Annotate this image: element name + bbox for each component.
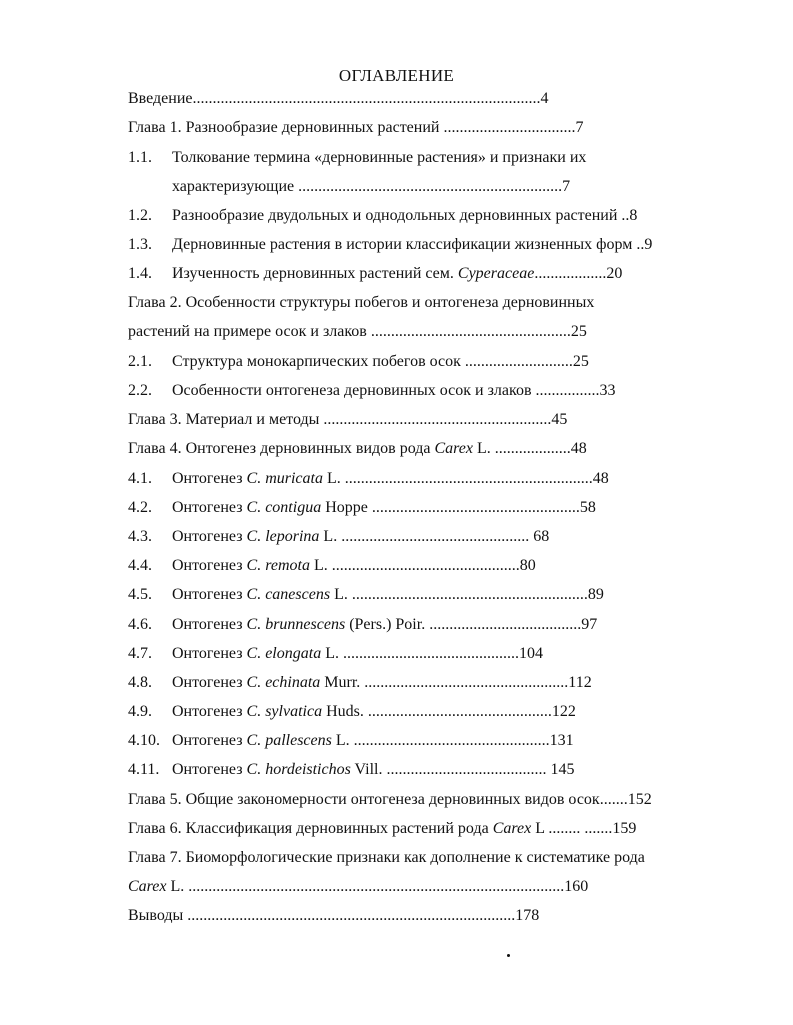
toc-entry-text: Онтогенез C. remota L. ...............................................80: [172, 557, 536, 574]
toc-entry-number: 4.5.: [128, 586, 152, 603]
toc-entry: [128, 906, 539, 926]
toc-entry: [128, 819, 636, 839]
toc-entry-text: Онтогенез C. hordeistichos Vill. ........................................ 145: [172, 761, 575, 778]
toc-entry-number: 4.10.: [128, 732, 160, 749]
toc-entry-text: Онтогенез C. sylvatica Huds. ..............................................122: [172, 703, 576, 720]
toc-entry-number: 2.1.: [128, 353, 152, 370]
toc-entry: [128, 89, 549, 109]
toc-entry-text: характеризующие ..................................................................7: [172, 178, 571, 195]
toc-entry-text: Глава 3. Материал и методы .........................................................45: [128, 411, 568, 428]
toc-entry: [128, 877, 588, 897]
toc-entry-text: Онтогенез C. leporina L. ............................................... 68: [172, 528, 550, 545]
toc-entry-text: Онтогенез C. echinata Murr. ...................................................112: [172, 674, 592, 691]
toc-entry-text: Глава 6. Классификация дерновинных растений рода Carex L ........ .......159: [128, 820, 637, 837]
toc-entry: [128, 790, 652, 810]
toc-entry-text: Дерновинные растения в истории классификации жизненных форм ..9: [172, 236, 653, 253]
toc-entry-number: 4.4.: [128, 557, 152, 574]
stray-dot: [507, 954, 510, 957]
toc-entry-text: Выводы ..................................................................................178: [128, 907, 540, 924]
toc-entry-text: Онтогенез C. contigua Hoppe ....................................................58: [172, 499, 596, 516]
toc-entry-text: Структура монокарпических побегов осок ...........................25: [172, 353, 589, 370]
toc-entry-number: 4.6.: [128, 616, 152, 633]
page-title: ОГЛАВЛЕНИЕ: [338, 66, 455, 85]
toc-entry-text: растений на примере осок и злаков ..................................................25: [128, 323, 587, 340]
toc-entry-text: Онтогенез C. elongata L. ............................................104: [172, 645, 543, 662]
toc-entry: [128, 439, 587, 459]
toc-entry: [128, 293, 594, 313]
toc-entry-text: Изученность дерновинных растений сем. Cyperaceae..................20: [172, 265, 623, 282]
toc-entry-number: 1.4.: [128, 265, 152, 282]
toc-entry-number: 4.8.: [128, 674, 152, 691]
toc-entry-text: Глава 5. Общие закономерности онтогенеза дерновинных видов осок.......152: [128, 791, 652, 808]
toc-entry-text: Глава 4. Онтогенез дерновинных видов рода Carex L. ...................48: [128, 440, 587, 457]
toc-entry-number: 4.3.: [128, 528, 152, 545]
toc-entry-number: 1.3.: [128, 236, 152, 253]
toc-entry: [128, 322, 587, 342]
toc-entry-number: 1.2.: [128, 207, 152, 224]
toc-entry: [128, 118, 583, 138]
toc-entry-text: Онтогенез C. pallescens L. .................................................131: [172, 732, 574, 749]
toc-entry: [128, 848, 645, 868]
toc-entry: [172, 177, 570, 197]
toc-entry-number: 4.11.: [128, 761, 160, 778]
toc-entry-text: Carex L. ..............................................................................................160: [128, 878, 589, 895]
toc-entry-number: 4.9.: [128, 703, 152, 720]
toc-entry-number: 2.2.: [128, 382, 152, 399]
toc-entry-text: Онтогенез C. canescens L. ...........................................................89: [172, 586, 604, 603]
toc-entry: [128, 410, 567, 430]
toc-entry-text: Особенности онтогенеза дерновинных осок и злаков ................33: [172, 382, 616, 399]
toc-entry-text: Онтогенез C. brunnescens (Pers.) Poir. ......................................97: [172, 616, 598, 633]
toc-entry-number: 4.2.: [128, 499, 152, 516]
toc-entry-number: 4.1.: [128, 470, 152, 487]
toc-entry-text: Глава 2. Особенности структуры побегов и онтогенеза дерновинных: [128, 294, 595, 311]
toc-entry-text: Глава 7. Биоморфологические признаки как дополнение к систематике рода: [128, 849, 645, 866]
toc-entry-text: Онтогенез C. muricata L. ..............................................................48: [172, 470, 609, 487]
toc-entry-text: Толкование термина «дерновинные растения» и признаки их: [172, 149, 587, 166]
toc-entry-text: Разнообразие двудольных и однодольных дерновинных растений ..8: [172, 207, 638, 224]
toc-entry-number: 1.1.: [128, 149, 152, 166]
toc-entry-number: 4.7.: [128, 645, 152, 662]
toc-entry-text: Глава 1. Разнообразие дерновинных растений .................................7: [128, 119, 584, 136]
toc-entry-text: Введение.......................................................................................4: [128, 90, 549, 107]
